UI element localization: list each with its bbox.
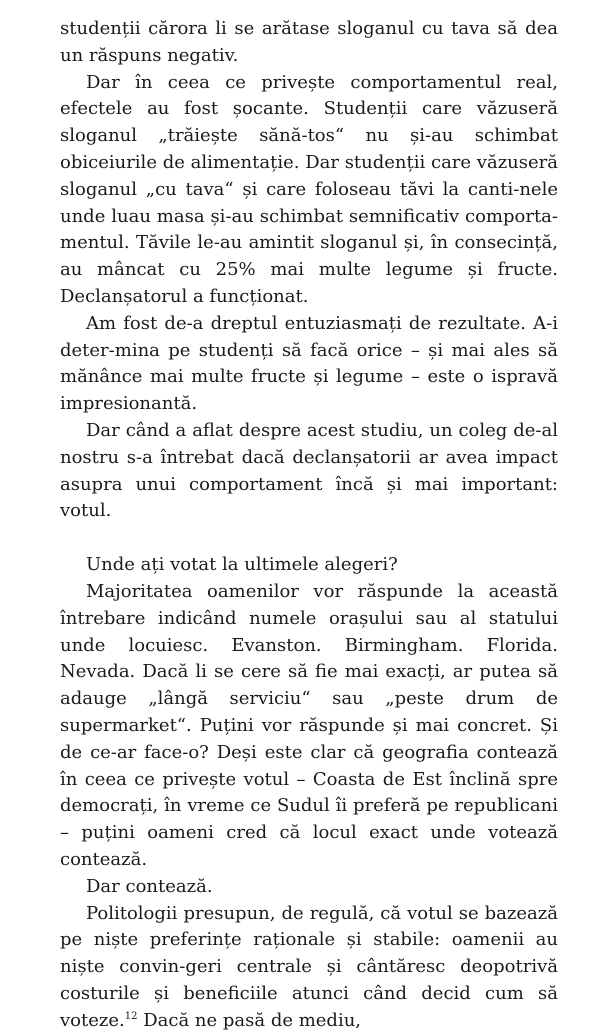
paragraph-it-matters: Dar contează. [60, 874, 558, 901]
footnote-marker: 12 [125, 1011, 138, 1022]
paragraph-text-after: Dacă ne pasă de mediu, [137, 1010, 361, 1031]
paragraph-majority-answer: Majoritatea oamenilor vor răspunde la această întrebare indicând numele orașului sau al statului unde locuiesc. Evanston. Birmingham. Florida. Nevada. Dacă li se cere să fie mai exacți, ar putea să adauge „lângă serviciu“ sau „peste drum de supermarket“. Puțini vor răspunde și mai concret. Și de ce-ar face-o? Deși este clar că geografia contează în ceea ce privește votul – Coasta de Est înclină spre democrați, în vreme ce Sudul îi preferă pe republicani – puțini oameni cred că locul exact unde votează contează. [60, 579, 558, 874]
paragraph-where-voted: Unde ați votat la ultimele alegeri? [60, 552, 558, 579]
paragraph-enthusiasm: Am fost de-a dreptul entuziasmați de rezultate. A-i deter-mina pe studenți să facă orice – și mai ales să mănânce mai multe fructe și legume – este o ispravă impresionantă. [60, 311, 558, 418]
book-page [60, 16, 558, 1034]
paragraph-political-scientists [60, 901, 558, 1034]
paragraph-tray-results: Dar în ceea ce privește comportamentul real, efectele au fost șocante. Studenții care văzuseră sloganul „trăiește sănă-tos“ nu și-au schimbat obiceiurile de alimentație. Dar studenții care văzuseră sloganul „cu tava“ și care foloseau tăvi la canti-nele unde luau masa și-au schimbat semnificativ comporta-mentul. Tăvile le-au amintit sloganul și, în consecință, au mâncat cu 25% mai multe legume și fructe. Declanșatorul a funcționat. [60, 70, 558, 311]
paragraph-continuation: studenții cărora li se arătase sloganul cu tava să dea un răspuns negativ. [60, 16, 558, 70]
paragraph-text: Politologii presupun, de regulă, că votul se bazează pe niște preferințe raționale și stabile: oamenii au niște convin-geri centrale și cântăresc deopotrivă costurile și beneficiile atunci când decid cum să voteze. [60, 903, 558, 1031]
paragraph-colleague-question: Dar când a aflat despre acest studiu, un coleg de-al nostru s-a întrebat dacă declanșatorii ar avea impact asupra unui comportament încă și mai important: votul. [60, 418, 558, 525]
